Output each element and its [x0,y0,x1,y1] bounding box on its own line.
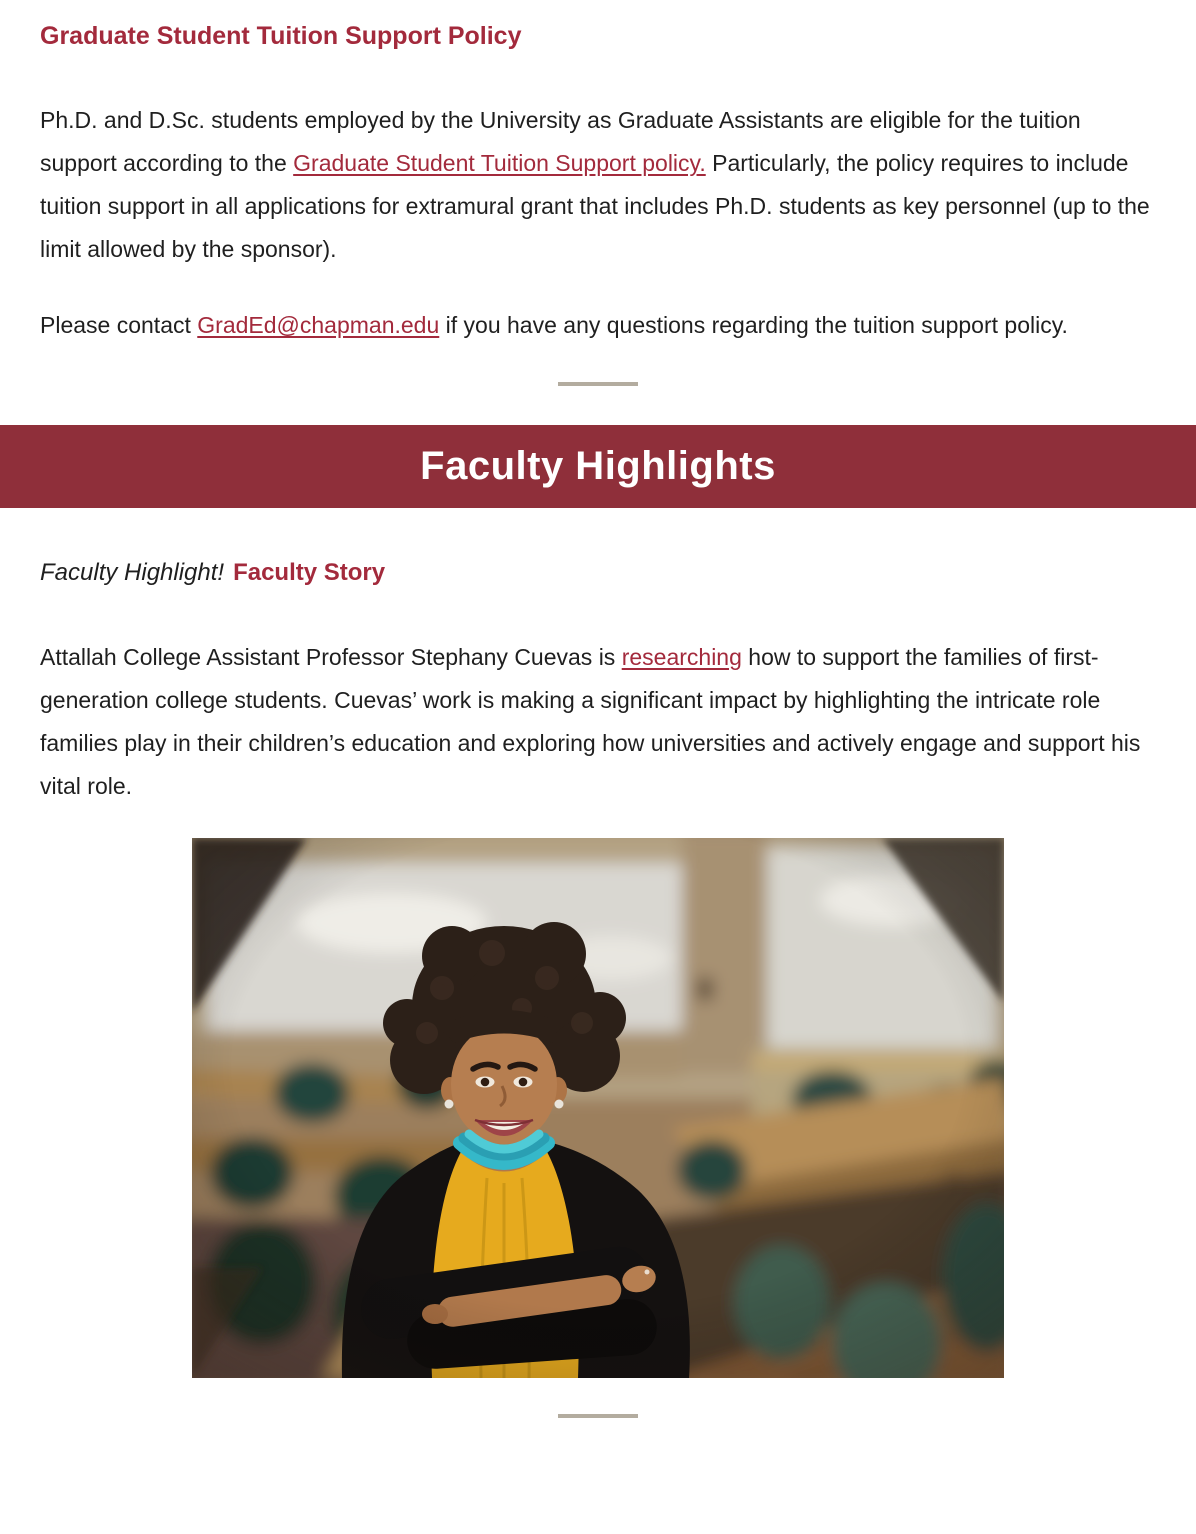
faculty-story-text-before: Attallah College Assistant Professor Stephany Cuevas is [40,644,622,670]
faculty-story-text-after: how to support the families of first-generation college students. Cuevas’ work is making a significant impact by highlighting the intricate role families play in their children’s education and exploring how universities and actively engage and support his vital role. [40,644,1141,799]
tuition-section-heading: Graduate Student Tuition Support Policy [40,22,522,50]
tuition-paragraph-text-before: Ph.D. and D.Sc. students employed by the University as Graduate Assistants are eligible for the tuition support according to the [40,107,1081,176]
tuition-policy-link[interactable]: Graduate Student Tuition Support policy. [293,150,706,176]
contact-paragraph-text-after: if you have any questions regarding the tuition support policy. [439,312,1068,338]
section-divider [558,1414,638,1418]
faculty-story-label: Faculty Story [233,559,386,586]
tuition-paragraph-text-after: Particularly, the policy requires to include tuition support in all applications for extramural grant that includes Ph.D. students as key personnel (up to the limit allowed by the sponsor). [40,150,1150,262]
faculty-photo [192,838,1004,1378]
tuition-paragraph [40,99,1156,271]
faculty-story-kicker [40,558,1156,588]
faculty-highlights-banner [0,425,1196,508]
faculty-story-paragraph [40,636,1156,808]
contact-paragraph-text-before: Please contact [40,312,198,338]
contact-paragraph [40,304,1156,347]
graded-email-link[interactable]: GradEd@chapman.edu [197,312,440,338]
researching-link[interactable]: researching [621,644,742,670]
section-divider [558,382,638,386]
faculty-highlights-banner-title: Faculty Highlights [420,444,776,488]
faculty-highlight-label: Faculty Highlight! [40,559,225,586]
